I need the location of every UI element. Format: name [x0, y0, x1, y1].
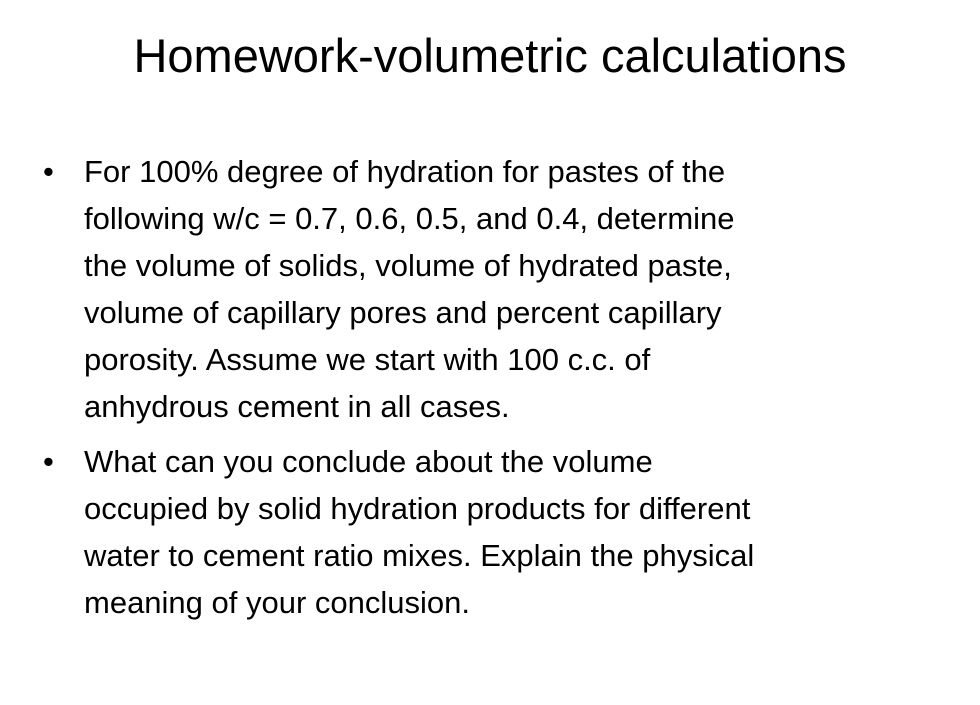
slide-title: Homework-volumetric calculations [133, 29, 847, 82]
bullet-2-line-1: What can you conclude about the volume [84, 444, 653, 479]
bullet-1-line-4: volume of capillary pores and percent capillary [84, 295, 722, 330]
bullet-2-line-4: meaning of your conclusion. [84, 585, 471, 620]
bullet-1-line-6: anhydrous cement in all cases. [84, 389, 510, 424]
bullet-2-line-2: occupied by solid hydration products for different [84, 491, 751, 526]
bullet-1-line-5: porosity. Assume we start with 100 c.c. of [84, 342, 651, 377]
bullet-item-2 [43, 438, 953, 626]
bullet-1-line-1: For 100% degree of hydration for pastes of the [84, 154, 726, 189]
bullet-1-line-3: the volume of solids, volume of hydrated paste, [84, 248, 732, 283]
bullet-item-1 [43, 148, 953, 430]
bullet-1-line-2: following w/c = 0.7, 0.6, 0.5, and 0.4, determine [84, 201, 735, 236]
bullet-mark: • [43, 154, 54, 189]
bullet-mark: • [43, 444, 54, 479]
bullet-2-line-3: water to cement ratio mixes. Explain the physical [84, 538, 755, 573]
bullet-list [43, 148, 953, 634]
